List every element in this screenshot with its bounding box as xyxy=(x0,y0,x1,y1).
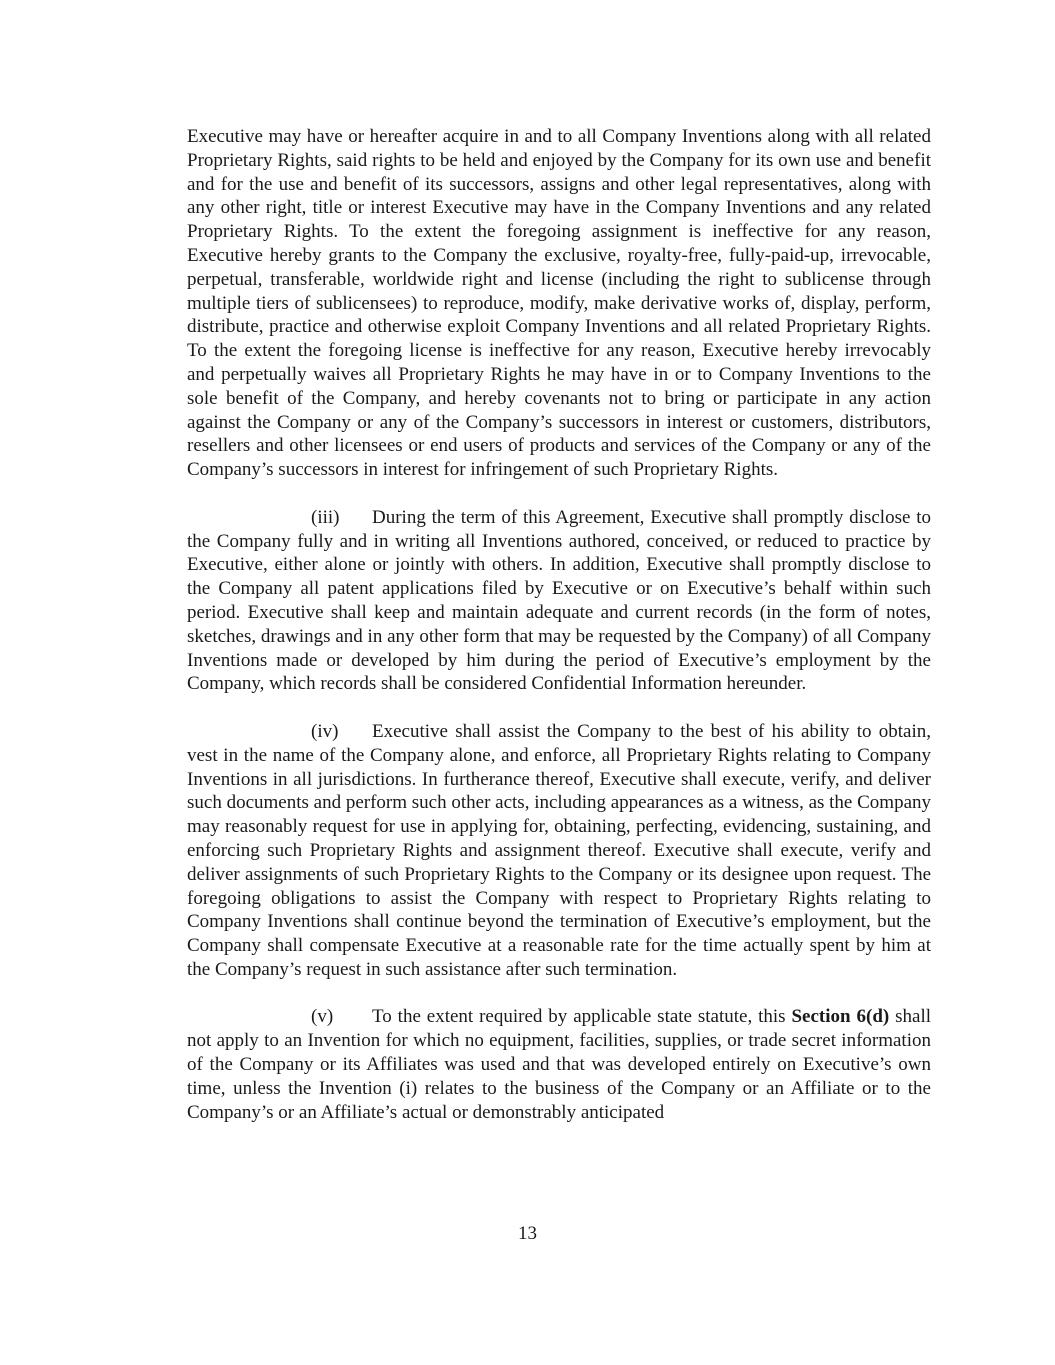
document-body xyxy=(187,125,931,1124)
paragraph-text: During the term of this Agreement, Executive shall promptly disclose to the Company fully and in writing all Inventions authored, conceived, or reduced to practice by Executive, either alone or jointly with others. In addition, Executive shall promptly disclose to the Company all patent applications filed by Executive or on Executive’s behalf within such period. Executive shall keep and maintain adequate and current records (in the form of notes, sketches, drawings and in any other form that may be requested by the Company) of all Company Inventions made or developed by him during the period of Executive’s employment by the Company, which records shall be considered Confidential Information hereunder. xyxy=(187,506,931,695)
paragraph-continued xyxy=(187,125,931,482)
section-reference: Section 6(d) xyxy=(791,1006,890,1028)
paragraph-number: (iii) xyxy=(311,506,340,528)
paragraph-number: (iv) xyxy=(311,720,339,742)
paragraph-text-after: shall not apply to an Invention for which no equipment, facilities, supplies, or trade secret information of the Company or its Affiliates was used and that was developed entirely on Executive’s own time, unless the Invention (i) relates to the business of the Company or an Affiliate or to the Company’s or an Affiliate’s actual or demonstrably anticipated xyxy=(187,1006,932,1123)
paragraph-iv xyxy=(187,720,931,982)
paragraph-iii xyxy=(187,506,931,696)
paragraph-text-before: To the extent required by applicable state statute, this xyxy=(372,1006,792,1028)
paragraph-v xyxy=(187,1005,931,1124)
paragraph-text: Executive may have or hereafter acquire in and to all Company Inventions along with all related Proprietary Rights, said rights to be held and enjoyed by the Company for its own use and benefit and for the use and benefit of its successors, assigns and other legal representatives, along with any other right, title or interest Executive may have in the Company Inventions and any related Proprietary Rights. To the extent the foregoing assignment is ineffective for any reason, Executive hereby grants to the Company the exclusive, royalty-free, fully-paid-up, irrevocable, perpetual, transferable, worldwide right and license (including the right to sublicense through multiple tiers of sublicensees) to reproduce, modify, make derivative works of, display, perform, distribute, practice and otherwise exploit Company Inventions and all related Proprietary Rights. To the extent the foregoing license is ineffective for any reason, Executive hereby irrevocably and perpetually waives all Proprietary Rights he may have in or to Company Inventions to the sole benefit of the Company, and hereby covenants not to bring or participate in any action against the Company or any of the Company’s successors in interest or customers, distributors, resellers and other licensees or end users of products and services of the Company or any of the Company’s successors in interest for infringement of such Proprietary Rights. xyxy=(187,126,931,481)
page-number: 13 xyxy=(518,1223,537,1244)
paragraph-number: (v) xyxy=(311,1006,334,1028)
paragraph-text: Executive shall assist the Company to the best of his ability to obtain, vest in the name of the Company alone, and enforce, all Proprietary Rights relating to Company Inventions in all jurisdictions. In furtherance thereof, Executive shall execute, verify, and deliver such documents and perform such other acts, including appearances as a witness, as the Company may reasonably request for use in applying for, obtaining, perfecting, evidencing, sustaining, and enforcing such Proprietary Rights and assignment thereof. Executive shall execute, verify and deliver assignments of such Proprietary Rights to the Company or its designee upon request. The foregoing obligations to assist the Company with respect to Proprietary Rights relating to Company Inventions shall continue beyond the termination of Executive’s employment, but the Company shall compensate Executive at a reasonable rate for the time actually spent by him at the Company’s request in such assistance after such termination. xyxy=(187,720,931,980)
